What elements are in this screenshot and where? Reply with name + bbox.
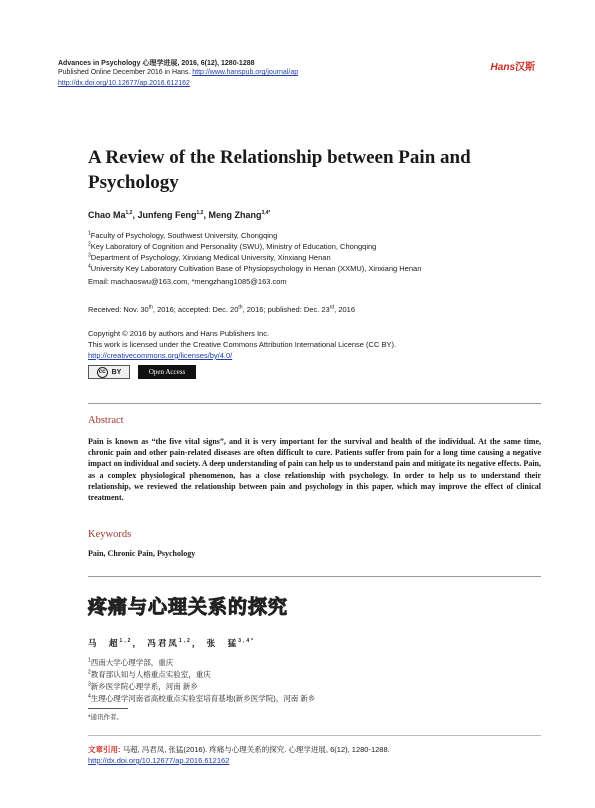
author-sup: 1,2: [196, 210, 204, 216]
cn-affiliation: [88, 657, 173, 668]
affiliation-sup: 3: [88, 252, 91, 259]
abstract-text: Pain is known as “the five vital signs”, and it is very important for the survival and health of the individual. At the same time, chronic pain and other pain-related diseases are often difficult to cure. Patients suffer from pain for a long time causing a negative impact on individual and society. A deep understanding of pain can help us to understand pain and mitigate its negative effects. Pain, as a complex physiological phenomenon, has a close relationship with psychology. In order to help us to understand their relationship, we reviewed the relationship between pain and psychology in this paper, which may improve the effect of clinical treatment.: [88, 437, 541, 503]
cc-icon: cc: [97, 367, 108, 378]
cn-author-name: 张 猛: [206, 638, 239, 648]
publication-dates: [88, 305, 355, 314]
corresponding-note: *通讯作者。: [88, 714, 124, 721]
citation-doi-link[interactable]: http://dx.doi.org/10.12677/ap.2016.612162: [88, 756, 230, 765]
cn-affiliation-sup: 2: [88, 669, 91, 676]
paper-title: A Review of the Relationship between Pain and Psychology: [88, 147, 471, 193]
affiliation-text: Department of Psychology, Xinxiang Medical University, Xinxiang Henan: [90, 253, 331, 262]
footnote-divider: [88, 708, 128, 709]
cn-title: 疼痛与心理关系的探究: [88, 596, 289, 618]
journal-name-cn: 心理学进展: [142, 60, 178, 67]
journal-header: [58, 58, 255, 68]
cn-author-sup: 1,2: [178, 638, 192, 645]
date-sup: rd: [329, 304, 335, 311]
cn-affiliation-sup: 3: [88, 681, 91, 688]
license-link[interactable]: http://creativecommons.org/licenses/by/4.0/: [88, 351, 233, 360]
open-access-badge[interactable]: Open Access: [138, 365, 196, 379]
abstract-heading: Abstract: [88, 415, 124, 426]
keywords-text: Pain, Chronic Pain, Psychology: [88, 549, 196, 558]
author-name: Junfeng Feng: [137, 210, 197, 220]
cn-affiliation-sup: 1: [88, 657, 91, 664]
date-sup: th: [148, 304, 153, 311]
author-sup: 3,4*: [261, 210, 271, 216]
cn-author-name: 马 超: [88, 638, 120, 648]
citation-doi-line: [88, 756, 229, 765]
affiliation-text: Key Laboratory of Cognition and Personality (SWU), Ministry of Education, Chongqing: [90, 242, 377, 251]
cn-author-sup: 1,2: [119, 638, 133, 645]
journal-name-en: Advances in Psychology: [58, 60, 141, 67]
cn-affiliation: [88, 669, 211, 680]
affiliation: [88, 241, 528, 252]
affiliation-text: Faculty of Psychology, Southwest University, Chongqing: [90, 231, 278, 240]
cn-affiliation: [88, 693, 315, 704]
date-sup: th: [238, 304, 243, 311]
accepted-date: , 2016; accepted: Dec. 20: [152, 305, 239, 314]
date-tail: , 2016: [334, 305, 356, 314]
doi-link[interactable]: http://dx.doi.org/10.12677/ap.2016.612162: [58, 80, 190, 87]
license-line: This work is licensed under the Creative Commons Attribution International License (CC BY).: [88, 340, 397, 349]
affiliation: [88, 263, 528, 274]
author-name: Chao Ma: [88, 210, 126, 220]
cn-affiliation-text: 生理心理学河南省高校重点实验室培育基地(新乡医学院)，河南 新乡: [90, 694, 316, 703]
cc-by-badge[interactable]: [88, 365, 130, 379]
copyright-line: Copyright © 2016 by authors and Hans Publishers Inc.: [88, 329, 270, 338]
cn-author-name: 冯君凤: [147, 638, 179, 648]
affiliation-sup: 2: [88, 241, 91, 248]
affiliation-text: University Key Laboratory Cultivation Base of Physiopsychology in Henan (XXMU), Xinxiang Henan: [90, 264, 422, 273]
cn-affiliation-text: 教育部认知与人格重点实验室，重庆: [90, 670, 211, 679]
affiliation: [88, 252, 528, 263]
affiliation: [88, 230, 528, 241]
by-icon: BY: [111, 368, 122, 376]
divider: [88, 576, 541, 577]
author-list: Chao Ma$^{1,2}$, Junfeng Feng$^{1,2}$, Meng Zhang$^{3,4*}$: [88, 210, 271, 220]
cn-affiliation-text: 新乡医学院心理学系，河南 新乡: [90, 682, 198, 691]
cn-author-sup: 3,4*: [238, 638, 256, 645]
cn-affiliation-text: 西南大学心理学部，重庆: [90, 658, 174, 667]
journal-url-link[interactable]: http://www.hanspub.org/journal/ap: [192, 69, 299, 76]
received-date: Received: Nov. 30: [88, 305, 149, 314]
publish-info: Published Online December 2016 in Hans.: [58, 69, 191, 76]
publish-line: [58, 69, 298, 76]
author-sup: 1,2: [125, 210, 133, 216]
cn-affiliation: [88, 681, 198, 692]
doi-line: [58, 80, 190, 87]
cn-author-list: 马 超$^{1,2}$， 冯君凤$^{1,2}$， 张 猛$^{3,4*}$: [88, 638, 256, 648]
publisher-logo: [491, 58, 535, 73]
citation-label: 文章引用:: [88, 745, 121, 754]
cn-affiliation-sup: 4: [88, 693, 91, 700]
citation-text: 马超, 冯君凤, 张猛(2016). 疼痛与心理关系的探究. 心理学进展, 6(12), 1280-1288.: [120, 745, 390, 754]
affiliation-sup: 1: [88, 230, 91, 237]
copyright-block: [88, 328, 396, 361]
brand-cn: 汉斯: [515, 62, 535, 73]
divider: [88, 403, 541, 404]
divider: [88, 735, 541, 736]
author-name: Meng Zhang: [208, 210, 262, 220]
journal-ref: , 2016, 6(12), 1280-1288: [177, 60, 255, 67]
affiliation-sup: 4: [88, 263, 91, 270]
published-date: , 2016; published: Dec. 23: [242, 305, 330, 314]
keywords-heading: Keywords: [88, 529, 132, 540]
email-line: Email: machaoswu@163.com, *mengzhang1085@163.com: [88, 277, 287, 286]
brand-en: Hans: [490, 62, 515, 73]
citation-line: [88, 744, 390, 755]
